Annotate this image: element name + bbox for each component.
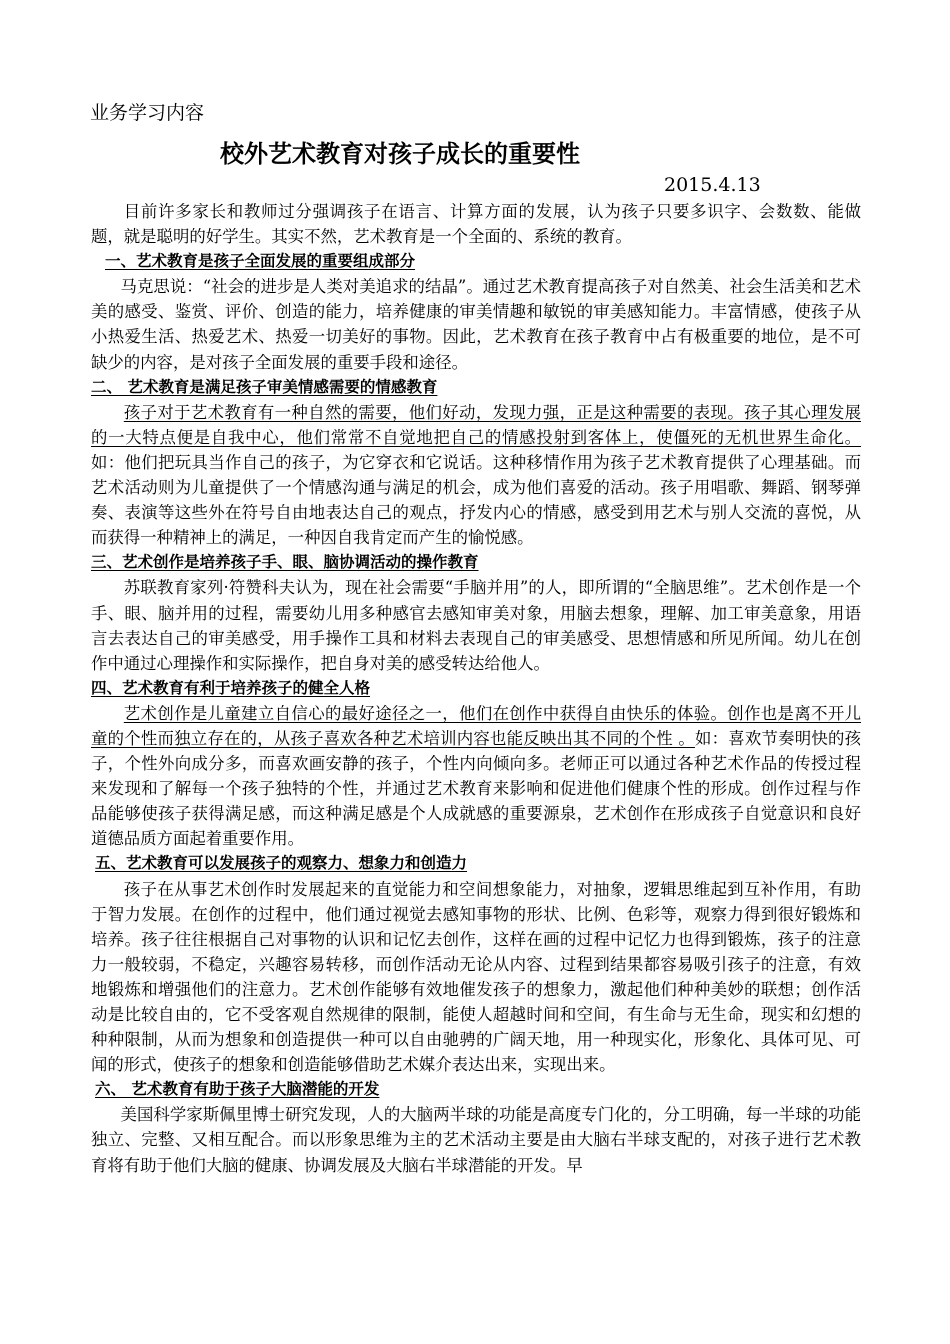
section-2-paragraph	[91, 400, 861, 551]
section-6-paragraph: 美国科学家斯佩里博士研究发现，人的大脑两半球的功能是高度专门化的，分工明确，每一半球的功能独立、完整、又相互配合。而以形象思维为主的艺术活动主要是由大脑右半球支配的，对孩子进行艺术教育将有助于他们大脑的健康、协调发展及大脑右半球潜能的开发。早	[91, 1105, 861, 1175]
doc-date: 2015.4.13	[664, 174, 761, 196]
section-4-paragraph	[91, 701, 861, 852]
section-4-heading: 四、艺术教育有利于培养孩子的健全人格	[91, 678, 371, 697]
section-2-text: 如：他们把玩具当作自己的孩子，为它穿衣和它说话。这种移情作用为孩子艺术教育提供了心理基础。而艺术活动则为儿童提供了一个情感沟通与满足的机会，成为他们喜爱的活动。孩子用唱歌、舞蹈、钢琴弹奏、表演等这些外在符号自由地表达自己的观点，抒发内心的情感，感受到用艺术与别人交流的喜悦，从而获得一种精神上的满足，一种因自我肯定而产生的愉悦感。	[91, 452, 861, 548]
section-4-underlined-text: 艺术创作是儿童建立自信心的最好途径之一，他们在创作中获得自由快乐的体验。创作也是离不开儿童的个性而独立存在的，从孩子喜欢各种艺术培训内容也能反映出其不同的个性 。	[91, 703, 861, 748]
section-6-heading: 六、 艺术教育有助于孩子大脑潜能的开发	[95, 1080, 380, 1099]
section-3-paragraph: 苏联教育家列·符赞科夫认为，现在社会需要“手脑并用”的人，即所谓的“全脑思维”。艺术创作是一个手、眼、脑并用的过程，需要幼儿用多种感官去感知审美对象，用脑去想象，理解、加工审美意象，用语言去表达自己的审美感受，用手操作工具和材料去表现自己的审美感受、思想情感和所见所闻。幼儿在创作中通过心理操作和实际操作，把自身对美的感受转达给他人。	[91, 578, 861, 673]
intro-paragraph: 目前许多家长和教师过分强调孩子在语言、计算方面的发展，认为孩子只要多识字、会数数、能做题，就是聪明的好学生。其实不然，艺术教育是一个全面的、系统的教育。	[91, 202, 861, 247]
section-5-heading: 五、艺术教育可以发展孩子的观察力、想象力和创造力	[95, 854, 468, 873]
section-4-text: 如：喜欢节奏明快的孩子，个性外向成分多，而喜欢画安静的孩子，个性内向倾向多。老师正可以通过各种艺术作品的传授过程来发现和了解每一个孩子独特的个性，并通过艺术教育来影响和促进他们健康个性的形成。创作过程与作品能够使孩子获得满足感，而这种满足感是个人成就感的重要源泉，艺术创作在形成孩子自觉意识和良好道德品质方面起着重要作用。	[91, 728, 861, 849]
doc-body	[91, 199, 861, 1178]
section-3-heading: 三、艺术创作是培养孩子手、眼、脑协调活动的操作教育	[91, 553, 479, 572]
section-1-paragraph: 马克思说：“社会的进步是人类对美追求的结晶”。通过艺术教育提高孩子对自然美、社会生活美和艺术美的感受、鉴赏、评价、创造的能力，培养健康的审美情趣和敏锐的审美感知能力。丰富情感，使孩子从小热爱生活、热爱艺术、热爱一切美好的事物。因此，艺术教育在孩子教育中占有极重要的地位，是不可缺少的内容，是对孩子全面发展的重要手段和途径。	[91, 277, 861, 372]
section-5-paragraph: 孩子在从事艺术创作时发展起来的直觉能力和空间想象能力，对抽象，逻辑思维起到互补作用，有助于智力发展。在创作的过程中，他们通过视觉去感知事物的形状、比例、色彩等，观察力得到很好锻炼和培养。孩子往往根据自己对事物的认识和记忆去创作，这样在画的过程中记忆力也得到锻炼，孩子的注意力一般较弱，不稳定，兴趣容易转移，而创作活动无论从内容、过程到结果都容易吸引孩子的注意，有效地锻炼和增强他们的注意力。艺术创作能够有效地催发孩子的想象力，激起他们种种美妙的联想；创作活动是比较自由的，它不受客观自然规律的限制，能使人超越时间和空间，有生命与无生命，现实和幻想的种种限制，从而为想象和创造提供一种可以自由驰骋的广阔天地，用一种现实化，形象化、具体可见、可闻的形式，使孩子的想象和创造能够借助艺术媒介表达出来，实现出来。	[91, 879, 861, 1075]
section-1-heading: 一、艺术教育是孩子全面发展的重要组成部分	[105, 252, 416, 271]
doc-label: 业务学习内容	[90, 102, 205, 124]
section-2-heading: 二、 艺术教育是满足孩子审美情感需要的情感教育	[91, 377, 438, 396]
doc-title: 校外艺术教育对孩子成长的重要性	[220, 140, 580, 168]
section-2-underlined-text: 孩子对于艺术教育有一种自然的需要，他们好动，发现力强，正是这种需要的表现。孩子其心理发展的一大特点便是自我中心，他们常常不自觉地把自己的情感投射到客体上，使僵死的无机世界生命化。	[91, 402, 861, 447]
